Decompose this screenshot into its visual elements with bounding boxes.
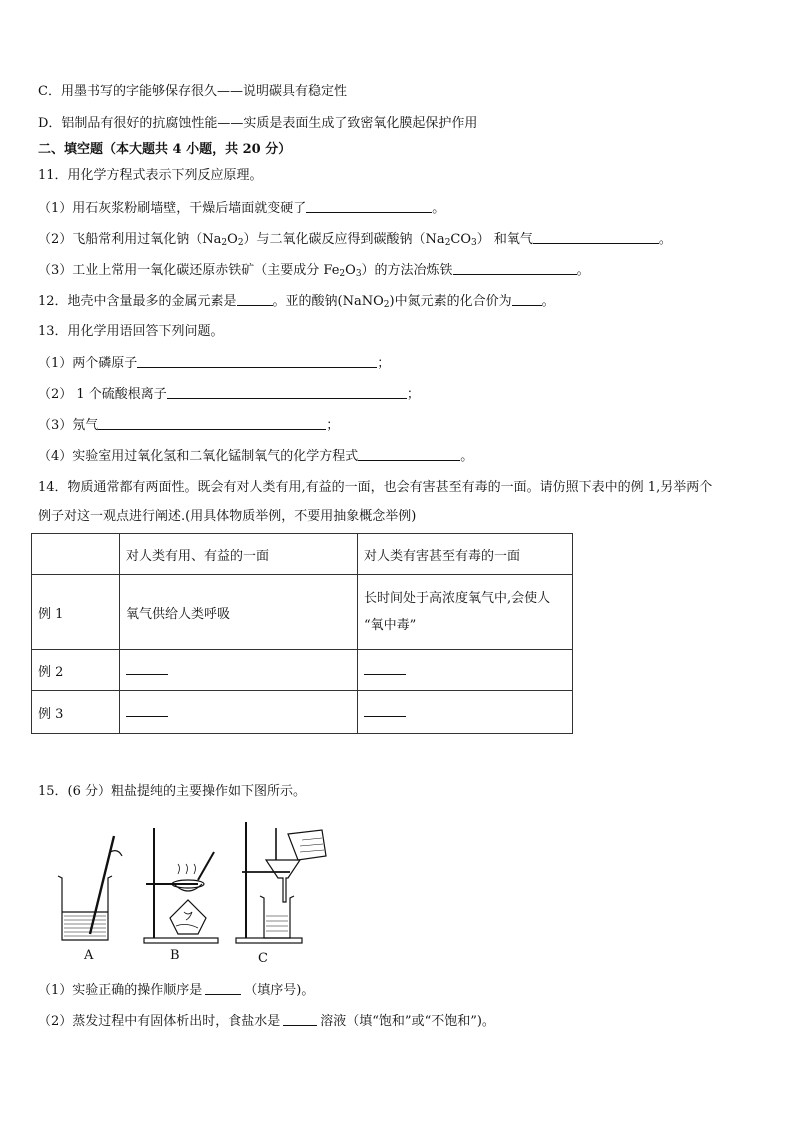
semicolon: ；: [406, 387, 420, 402]
option-c: C．用墨书写的字能够保存很久——说明碳具有稳定性: [38, 84, 347, 99]
question-11-part-3: [38, 261, 590, 280]
table-cell-line: 长时间处于高浓度氧气中,会使人: [364, 591, 551, 606]
answer-blank[interactable]: [364, 704, 406, 717]
dissolving-apparatus: [58, 836, 122, 940]
question-15-part-1: [38, 981, 314, 1000]
answer-blank[interactable]: [533, 230, 659, 244]
question-11-part-1: [38, 199, 445, 218]
question-15: 15．(6 分）粗盐提纯的主要操作如下图所示。: [38, 784, 307, 799]
row-label: 例 2: [32, 650, 120, 691]
q12-text-a: 12．地壳中含量最多的金属元素是: [38, 294, 237, 309]
question-14-line-2: 例子对这一观点进行阐述.(用具体物质举例，不要用抽象概念举例): [38, 509, 417, 524]
q13-2-text: （2） 1 个硫酸根离子: [38, 387, 167, 402]
q15-2-text-b: 溶液（填“饱和”或“不饱和”)。: [320, 1014, 495, 1029]
q15-1-text-b: （填序号)。: [244, 983, 315, 998]
question-13-part-2: [38, 385, 420, 404]
q11-3-text-a: （3）工业上常用一氧化碳还原赤铁矿（主要成分 Fe: [38, 263, 340, 278]
salt-purification-figure: [50, 816, 340, 968]
q12-text-b: 。亚的酸钠(NaNO: [272, 294, 384, 309]
q13-1-text: （1）两个磷原子: [38, 356, 138, 371]
table-cell: [120, 691, 358, 734]
subscript: 2: [339, 269, 346, 279]
figure-label-c: C: [258, 951, 268, 966]
period: 。: [576, 263, 590, 278]
question-14-line-1: 14．物质通常都有两面性。既会有对人类有用,有益的一面，也会有害甚至有毒的一面。请仿照下表中的例 1,另举两个: [38, 480, 713, 495]
q11-3-text-b: O: [345, 263, 356, 278]
period: 。: [460, 449, 474, 464]
answer-blank[interactable]: [358, 447, 460, 461]
q13-4-text: （4）实验室用过氧化氢和二氧化锰制氧气的化学方程式: [38, 449, 359, 464]
q11-2-text-c: ）与二氧化碳反应得到碳酸钠（Na: [243, 232, 445, 247]
question-13: 13．用化学用语回答下列问题。: [38, 324, 224, 339]
subscript: 3: [471, 238, 477, 248]
table-cell: [358, 575, 573, 650]
answer-blank[interactable]: [237, 292, 273, 306]
table-cell: 氧气供给人类呼吸: [120, 575, 358, 650]
period: 。: [432, 201, 446, 216]
row-label: 例 1: [32, 575, 120, 650]
table-header-cell: 对人类有用、有益的一面: [120, 534, 358, 575]
semicolon: ；: [326, 418, 340, 433]
answer-blank[interactable]: [137, 354, 377, 368]
answer-blank[interactable]: [167, 385, 407, 399]
table-row: [32, 575, 573, 650]
table-cell: [358, 650, 573, 691]
q11-2-text-b: O: [227, 232, 238, 247]
subscript: 3: [355, 269, 362, 279]
period: 。: [658, 232, 672, 247]
question-13-part-3: [38, 416, 339, 435]
row-label: 例 3: [32, 691, 120, 734]
subscript: 2: [444, 238, 451, 248]
table-cell: [358, 691, 573, 734]
question-11-part-2: [38, 230, 672, 249]
table-cell: [120, 650, 358, 691]
figure-label-a: A: [84, 948, 94, 963]
table-row: [32, 650, 573, 691]
answer-blank[interactable]: [126, 704, 168, 717]
q15-1-text-a: （1）实验正确的操作顺序是: [38, 983, 203, 998]
answer-blank[interactable]: [205, 981, 241, 995]
example-table: [31, 533, 573, 734]
answer-blank[interactable]: [512, 292, 542, 306]
answer-blank[interactable]: [98, 416, 326, 430]
question-11: 11．用化学方程式表示下列反应原理。: [38, 168, 263, 183]
subscript: 2: [383, 300, 390, 310]
q11-1-text: （1）用石灰浆粉刷墙壁，干燥后墙面就变硬了: [38, 201, 307, 216]
section-2-heading: 二、填空题（本大题共 4 小题，共 20 分）: [38, 142, 292, 157]
answer-blank[interactable]: [453, 261, 577, 275]
filtration-apparatus: [236, 822, 326, 943]
q13-3-text: （3）氖气: [38, 418, 99, 433]
evaporation-apparatus: [144, 828, 218, 943]
table-header-cell: 对人类有害甚至有毒的一面: [358, 534, 573, 575]
table-header-cell: [32, 534, 120, 575]
q11-2-text-a: （2）飞船常利用过氧化钠（Na: [38, 232, 222, 247]
question-13-part-1: [38, 354, 390, 373]
semicolon: ；: [377, 356, 391, 371]
q11-2-text-d: CO: [450, 232, 472, 247]
answer-blank[interactable]: [283, 1012, 317, 1026]
table-cell-line: “氧中毒”: [364, 618, 417, 633]
question-12: [38, 292, 555, 311]
table-header-row: [32, 534, 573, 575]
q11-2-text-e: ） 和氧气: [476, 232, 533, 247]
q12-text-c: )中氮元素的化合价为: [389, 294, 512, 309]
question-13-part-4: [38, 447, 473, 466]
answer-blank[interactable]: [364, 662, 406, 675]
table-row: [32, 691, 573, 734]
q11-3-text-c: ）的方法冶炼铁: [361, 263, 453, 278]
answer-blank[interactable]: [126, 662, 168, 675]
q15-2-text-a: （2）蒸发过程中有固体析出时，食盐水是: [38, 1014, 281, 1029]
subscript: 2: [237, 238, 244, 248]
option-d: D．铝制品有很好的抗腐蚀性能——实质是表面生成了致密氧化膜起保护作用: [38, 116, 478, 131]
figure-label-b: B: [170, 948, 180, 963]
question-15-part-2: [38, 1012, 495, 1031]
subscript: 2: [221, 238, 228, 248]
period: 。: [541, 294, 555, 309]
answer-blank[interactable]: [306, 199, 432, 213]
